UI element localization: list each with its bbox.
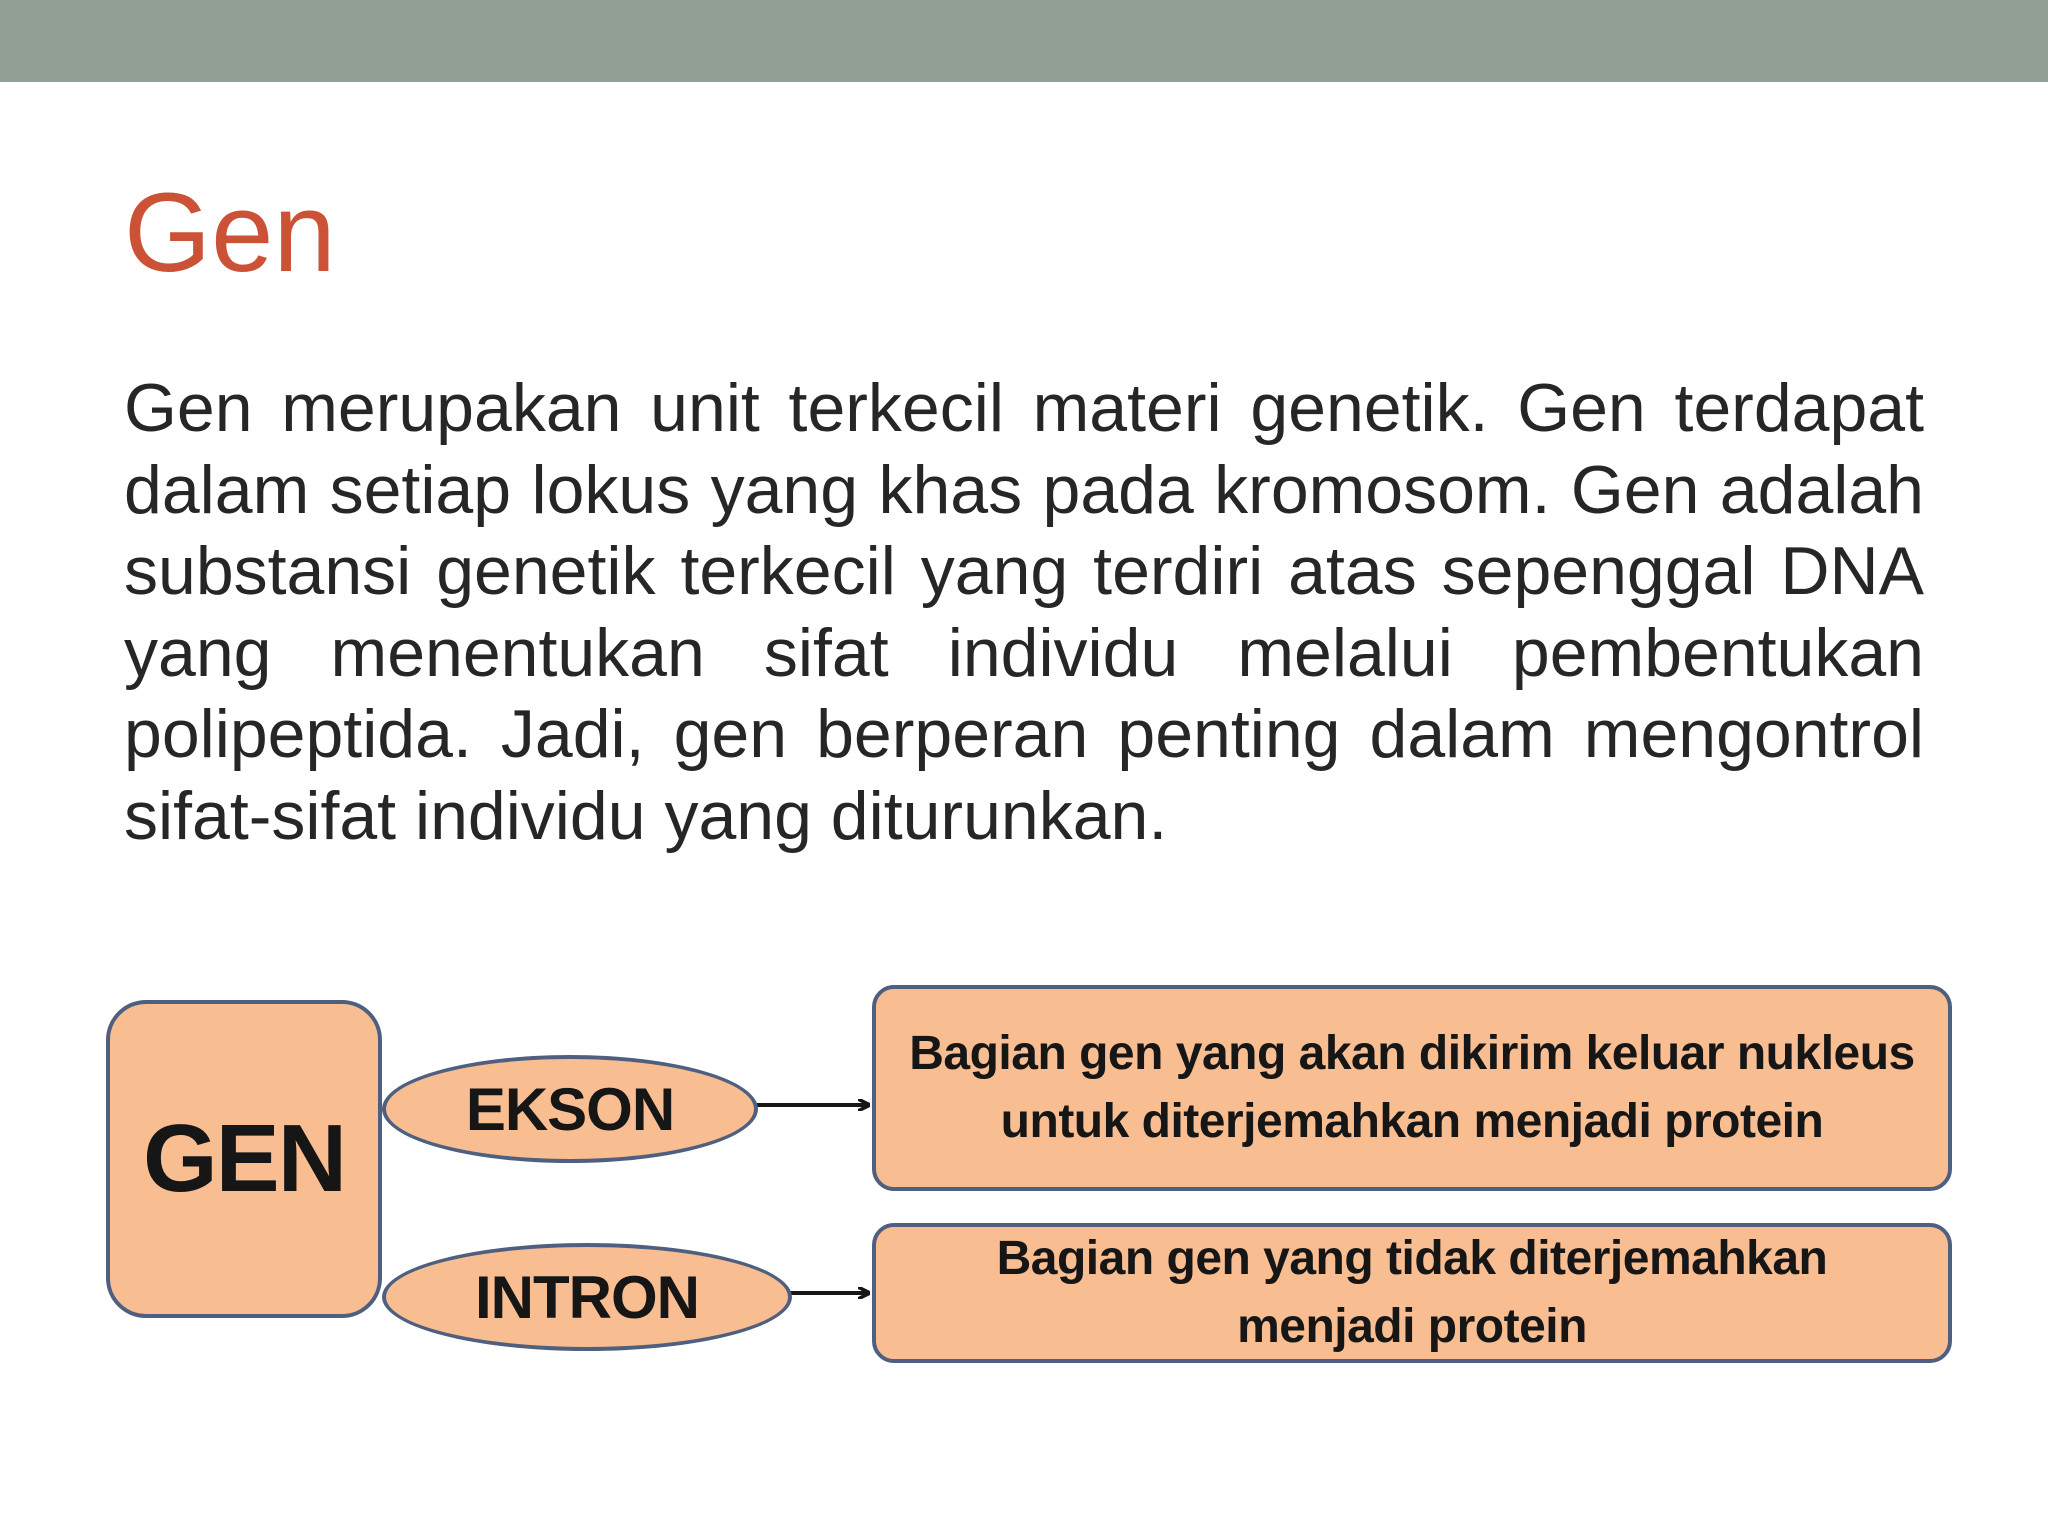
ekson-description-box [872, 985, 1952, 1191]
gen-label: GEN [142, 1105, 346, 1212]
top-accent-bar [0, 0, 2048, 82]
intron-description-box [872, 1223, 1952, 1363]
intron-label: INTRON [475, 1263, 699, 1331]
intron-oval [382, 1243, 792, 1351]
gene-structure-diagram [100, 955, 1960, 1375]
gen-box [106, 1000, 382, 1318]
ekson-description: Bagian gen yang akan dikirim keluar nukleus untuk diterjemahkan menjadi protein [909, 1027, 1915, 1148]
intron-description: Bagian gen yang tidak diterjemahkan menjadi protein [996, 1232, 1828, 1353]
slide-title: Gen [124, 170, 336, 295]
ekson-oval [382, 1055, 758, 1163]
slide-body-text: Gen merupakan unit terkecil materi genetik. Gen terdapat dalam setiap lokus yang khas pada kromosom. Gen adalah substansi genetik terkecil yang terdiri atas sepenggal DNA yang menentukan sifat individu melalui pembentukan polipeptida. Jadi, gen berperan penting dalam mengontrol sifat-sifat individu yang diturunkan. [124, 370, 1924, 854]
ekson-label: EKSON [465, 1075, 675, 1143]
